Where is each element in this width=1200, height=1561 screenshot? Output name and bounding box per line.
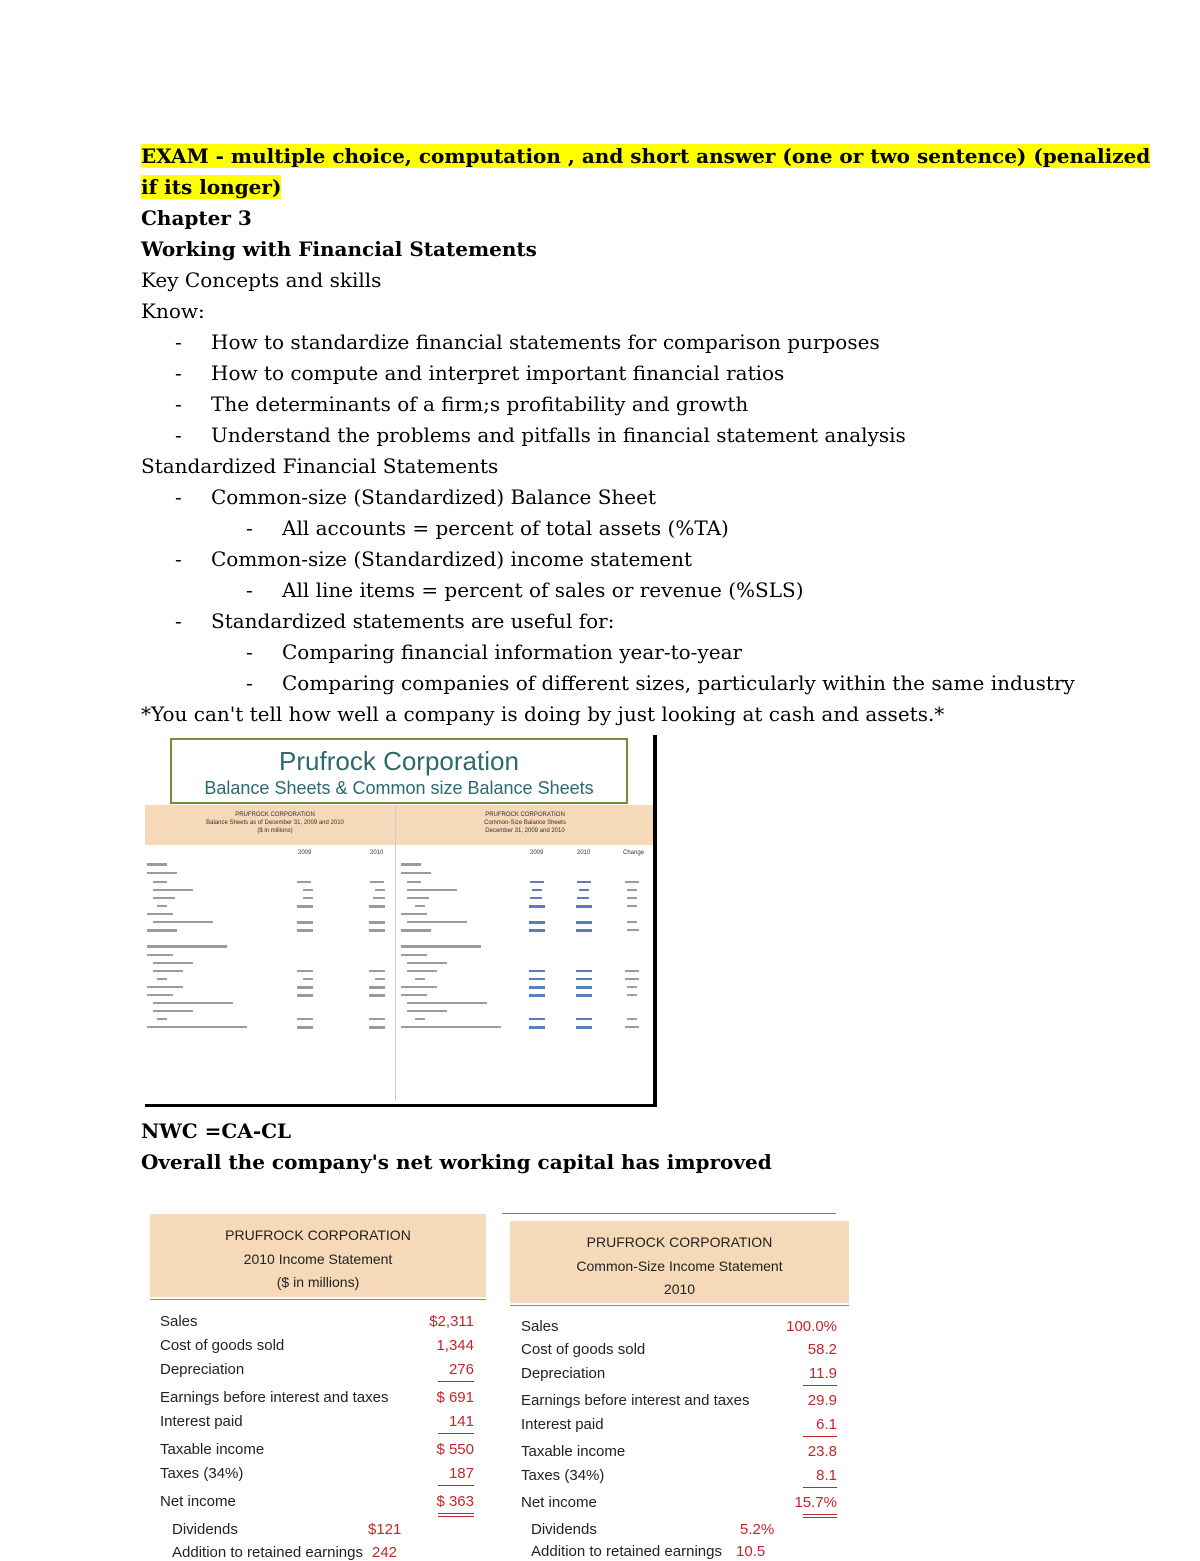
row-value: 100.0% (786, 1318, 837, 1335)
dividends-value: 5.2% (740, 1521, 775, 1538)
nwc-formula: NWC =CA-CL (141, 1119, 292, 1143)
left-table-header: PRUFROCK CORPORATION Balance Sheets as of December 31, 2009 and 2010 ($ in millions) (206, 812, 344, 834)
row-value: $ 363 (436, 1493, 474, 1510)
subtotal-rule (803, 1385, 837, 1386)
row-value: 141 (448, 1413, 474, 1430)
know-item: - How to compute and interpret important financial ratios (175, 361, 785, 385)
row-label: Cost of goods sold (521, 1341, 646, 1358)
row-label: Earnings before interest and taxes (160, 1389, 389, 1406)
row-value: 23.8 (807, 1443, 837, 1460)
chapter-label: Chapter 3 (141, 206, 252, 230)
figure-border (145, 1104, 657, 1107)
common-size-income-figure (510, 1221, 849, 1560)
std-item-bs: - Common-size (Standardized) Balance Sheet (175, 485, 657, 509)
row-label: Cost of goods sold (160, 1337, 285, 1354)
std-item-useful: - Standardized statements are useful for: (175, 609, 615, 633)
dividends-value: $121 (368, 1521, 402, 1538)
subtotal-rule (438, 1381, 474, 1382)
income-statement-header (510, 1221, 849, 1303)
know-item: - The determinants of a firm;s profitability and growth (175, 392, 749, 416)
subtotal-rule (803, 1436, 837, 1437)
row-label: Taxes (34%) (521, 1467, 605, 1484)
row-value: 29.9 (807, 1392, 837, 1409)
col-2009: 2009 (530, 850, 544, 856)
header-line: 2010 (663, 1281, 696, 1297)
row-value: $ 550 (436, 1441, 474, 1458)
col-2010: 2010 (577, 850, 591, 856)
row-label: Taxes (34%) (160, 1465, 244, 1482)
exam-note-2: if its longer) (141, 175, 282, 199)
std-subitem-useful-2: - Comparing companies of different sizes, particularly within the same industry (246, 671, 1075, 695)
income-statement-figure (150, 1214, 486, 1561)
total-rule (438, 1516, 474, 1517)
figure-border (653, 735, 657, 1107)
figure-top-rule (502, 1213, 836, 1214)
table-header-band (145, 805, 653, 845)
note-text: *You can't tell how well a company is doing by just looking at cash and assets.* (141, 702, 945, 726)
know-label: Know: (141, 299, 205, 323)
addition-value: 10.5 (736, 1543, 766, 1560)
header-line: PRUFROCK CORPORATION (225, 1227, 411, 1243)
row-value: 15.7% (794, 1494, 837, 1511)
row-label: Net income (160, 1493, 236, 1510)
row-value: 8.1 (816, 1467, 837, 1484)
total-rule (803, 1517, 837, 1518)
row-value: 187 (448, 1465, 474, 1482)
header-rule (510, 1305, 849, 1306)
dividends-label: Dividends (531, 1521, 597, 1538)
header-rule (150, 1299, 486, 1300)
row-label: Interest paid (521, 1416, 604, 1433)
standardized-heading: Standardized Financial Statements (141, 454, 499, 478)
row-value: $ 691 (436, 1389, 474, 1406)
row-label: Sales (521, 1318, 559, 1335)
total-rule (438, 1513, 474, 1514)
row-label: Taxable income (160, 1441, 265, 1458)
row-label: Sales (160, 1313, 198, 1330)
row-value: 58.2 (807, 1341, 837, 1358)
addition-value: 242 (372, 1544, 398, 1561)
col-2010: 2010 (370, 850, 384, 856)
figure-title: Prufrock Corporation (279, 746, 519, 776)
nwc-note: Overall the company's net working capital has improved (141, 1150, 772, 1174)
std-subitem-bs: - All accounts = percent of total assets (%TA) (246, 516, 729, 540)
row-value: 11.9 (808, 1365, 837, 1382)
header-line: Common-Size Income Statement (576, 1258, 783, 1274)
addition-label: Addition to retained earnings (172, 1544, 363, 1561)
row-value: 1,344 (436, 1337, 474, 1354)
key-concepts-heading: Key Concepts and skills (141, 268, 382, 292)
subtotal-rule (438, 1433, 474, 1434)
balance-sheet-rows (145, 860, 653, 1100)
total-rule (803, 1514, 837, 1515)
exam-note: EXAM - multiple choice, computation , and short answer (one or two sentence) (penalized (141, 144, 1151, 168)
std-subitem-useful-1: - Comparing financial information year-to-year (246, 640, 743, 664)
header-line: 2010 Income Statement (243, 1251, 393, 1267)
addition-label: Addition to retained earnings (531, 1543, 722, 1560)
know-item: - How to standardize financial statements for comparison purposes (175, 330, 880, 354)
right-table-header: PRUFROCK CORPORATION Common-Size Balance Sheets December 31, 2009 and 2010 (484, 812, 566, 834)
row-label: Depreciation (160, 1361, 245, 1378)
std-item-is: - Common-size (Standardized) income statement (175, 547, 693, 571)
subtotal-rule (438, 1485, 474, 1486)
std-subitem-is: - All line items = percent of sales or revenue (%SLS) (246, 578, 804, 602)
know-item: - Understand the problems and pitfalls in financial statement analysis (175, 423, 906, 447)
balance-sheet-figure (145, 735, 657, 1107)
header-line: ($ in millions) (276, 1274, 360, 1290)
figure-subtitle: Balance Sheets & Common size Balance Sheets (204, 778, 594, 798)
row-label: Earnings before interest and taxes (521, 1392, 750, 1409)
row-label: Taxable income (521, 1443, 626, 1460)
dividends-label: Dividends (172, 1521, 238, 1538)
row-label: Depreciation (521, 1365, 606, 1382)
header-line: PRUFROCK CORPORATION (586, 1234, 773, 1250)
figure-title-box (170, 738, 628, 804)
row-label: Net income (521, 1494, 597, 1511)
subtotal-rule (803, 1487, 837, 1488)
income-statement-header (150, 1214, 486, 1297)
col-change: Change (623, 850, 645, 856)
row-value: 6.1 (816, 1416, 837, 1433)
col-2009: 2009 (298, 850, 312, 856)
row-value: 276 (448, 1361, 474, 1378)
chapter-title: Working with Financial Statements (141, 237, 537, 261)
row-label: Interest paid (160, 1413, 243, 1430)
row-value: $2,311 (429, 1313, 474, 1330)
